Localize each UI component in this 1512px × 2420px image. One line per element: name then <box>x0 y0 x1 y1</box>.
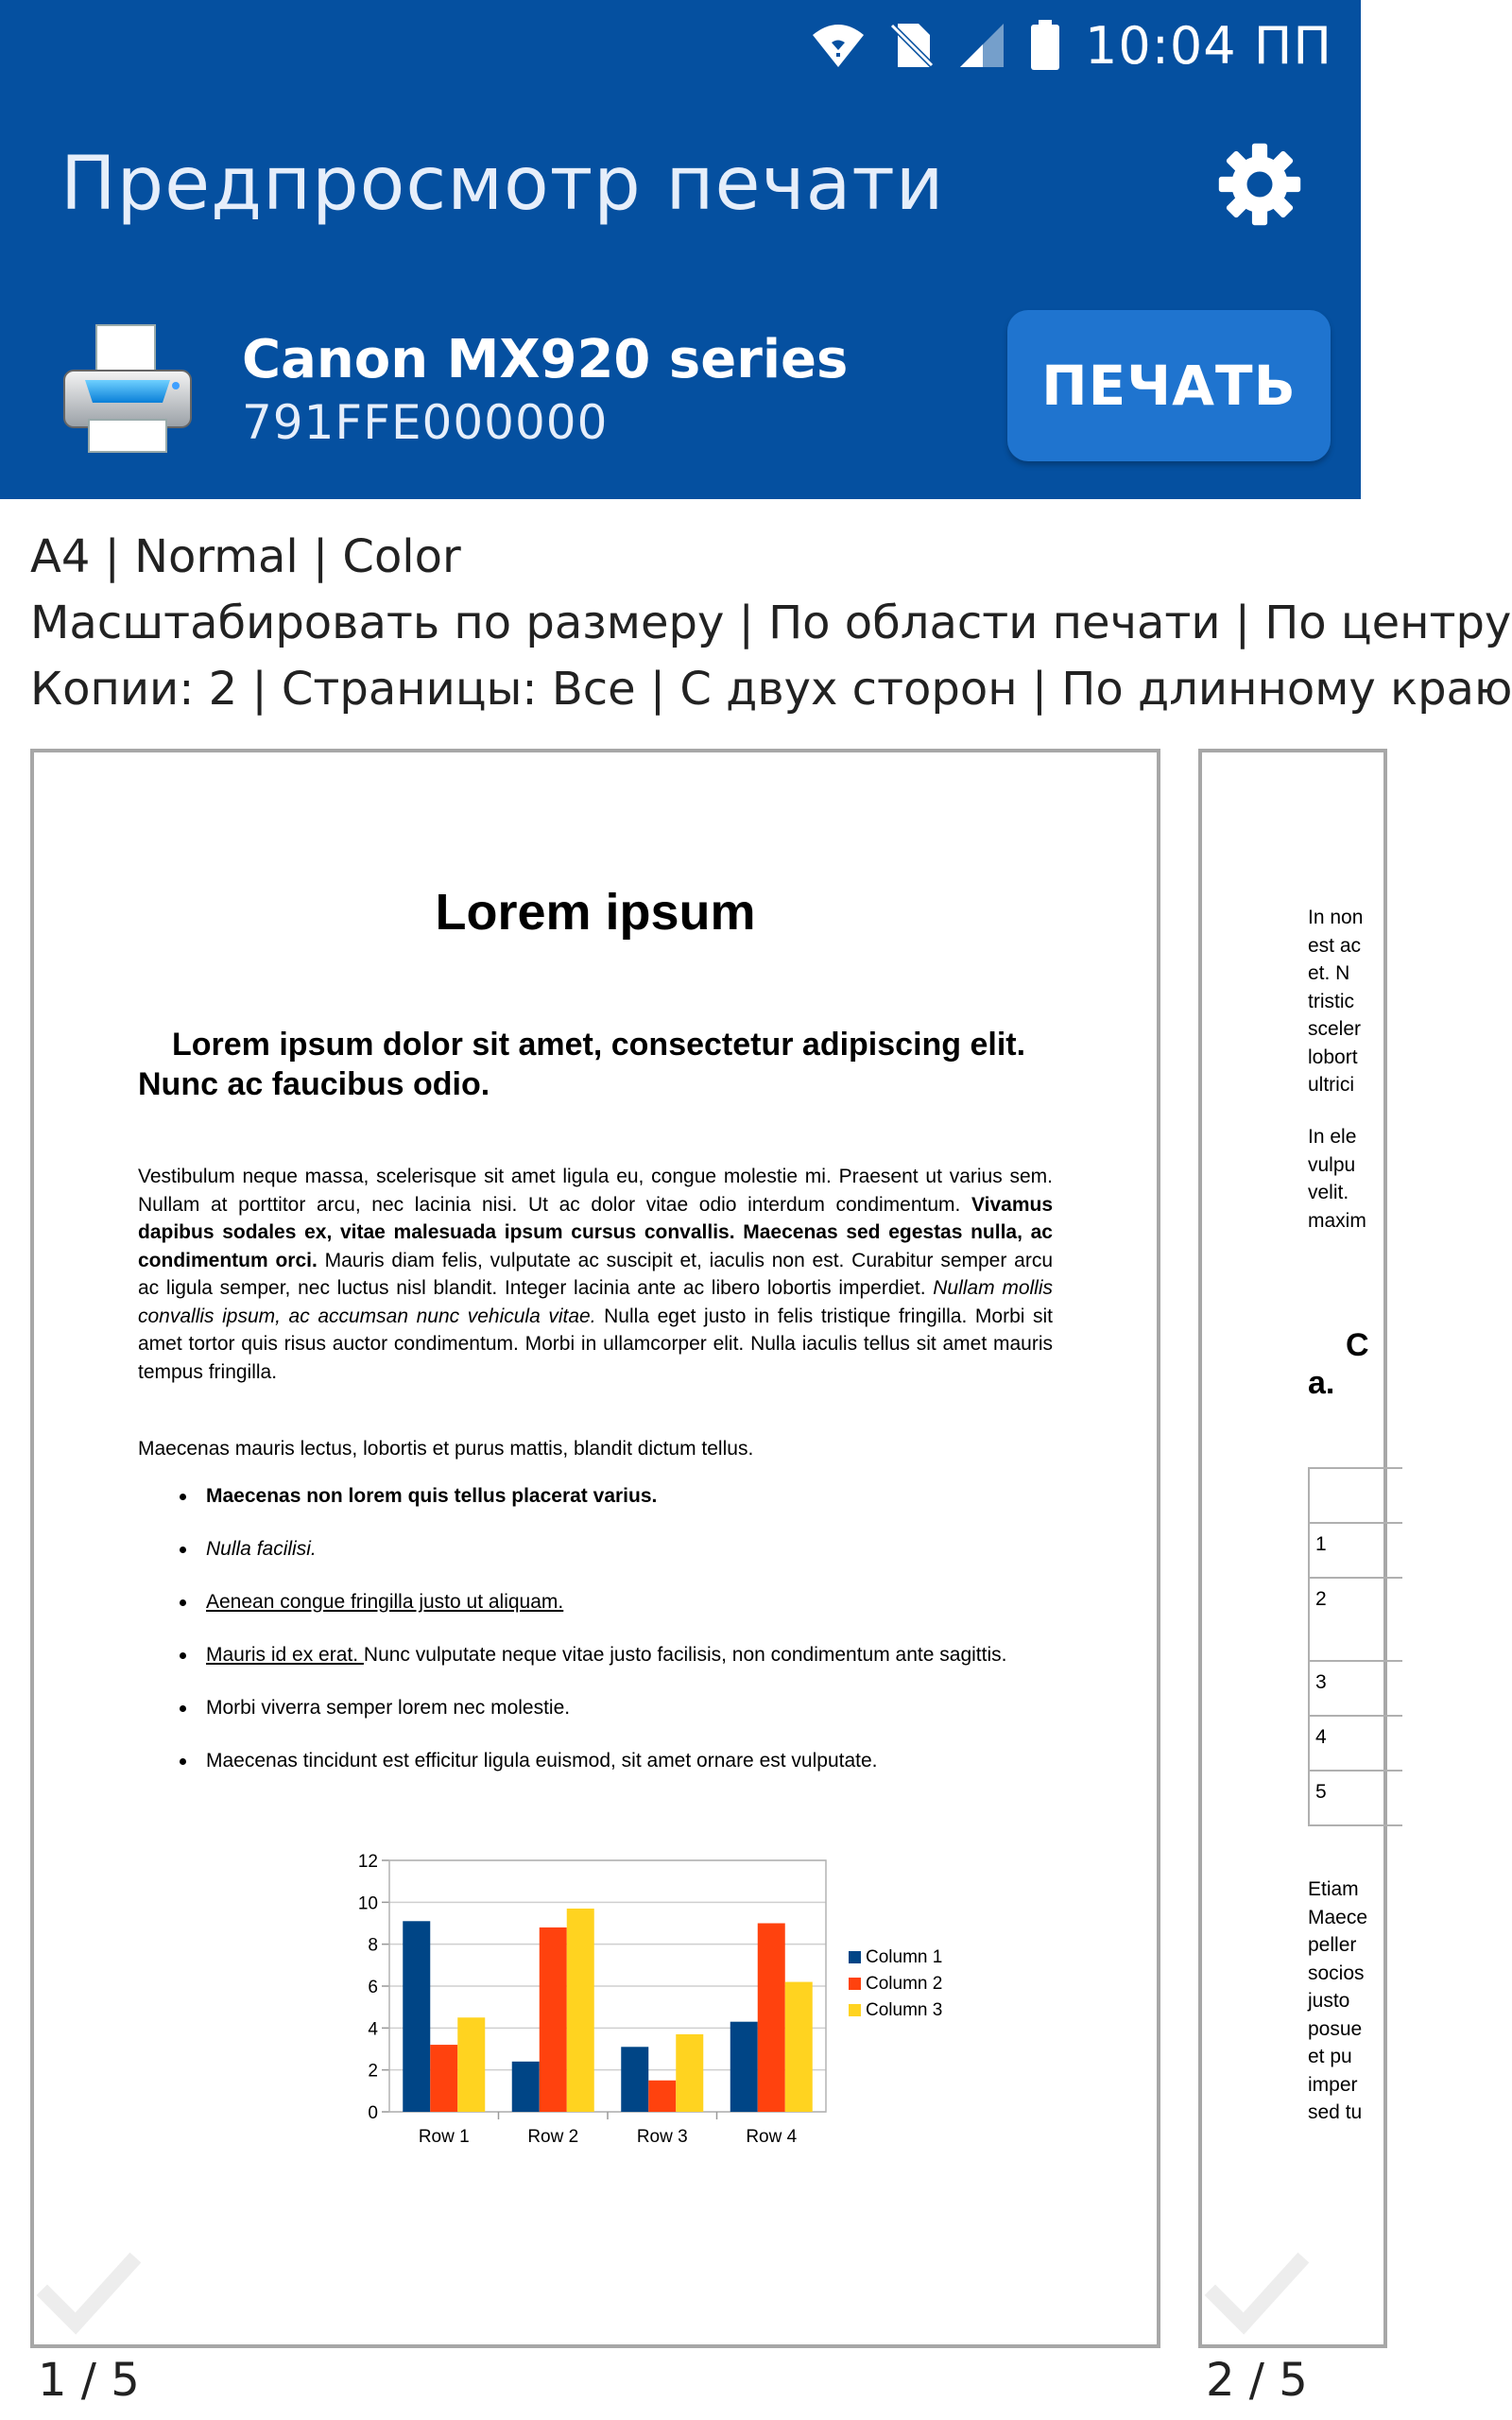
bar <box>621 2047 648 2112</box>
page2-text-line: peller <box>1308 1934 1357 1956</box>
page2-text-line: imper <box>1308 2073 1358 2096</box>
x-tick-label: Row 2 <box>527 2127 579 2147</box>
y-tick-label: 12 <box>357 1852 378 1872</box>
list-item: Maecenas tincidunt est efficitur ligula euismod, sit amet ornare est vulputate. <box>176 1747 1053 1775</box>
bar <box>730 2022 758 2112</box>
page-number-1: 1 / 5 <box>38 2354 140 2407</box>
print-button[interactable]: ПЕЧАТЬ <box>1007 310 1331 461</box>
page2-text-line: sceler <box>1308 1018 1362 1040</box>
list-item: Nulla facilisi. <box>176 1535 1053 1564</box>
x-tick-label: Row 4 <box>746 2127 798 2147</box>
page2-text-line: justo <box>1308 1990 1350 2012</box>
x-tick-label: Row 1 <box>418 2127 470 2147</box>
status-time: 10:04 ПП <box>1085 15 1332 76</box>
page2-text-line: In non <box>1308 907 1364 928</box>
page2-text-line: tristic <box>1308 990 1354 1012</box>
wifi-icon <box>811 22 866 69</box>
bar <box>457 2017 485 2112</box>
y-tick-label: 6 <box>368 1978 378 1997</box>
y-tick-label: 0 <box>368 2103 378 2123</box>
page2-text-line: Maece <box>1308 1906 1368 1928</box>
page2-table <box>1308 1467 1402 1826</box>
table-row: 2 <box>1310 1579 1402 1662</box>
legend-swatch <box>849 1951 861 1963</box>
list-item: Mauris id ex erat. Nunc vulputate neque vitae justo facilisis, non condimentum ante sagittis. <box>176 1641 1053 1669</box>
doc-paragraph-1: Vestibulum neque massa, scelerisque sit amet ligula eu, congue molestie mi. Praesent ut varius sem. Nullam at porttitor arcu, nec lacinia nisi. Ut ac dolor vitae odio interdum condimentum. Vivamus dapibus sodales ex, vitae malesuada ipsum cursus convallis. Maecenas sed egestas nulla, ac condimentum orci. Mauris diam felis, vulputate ac suscipit et, iaculis non est. Curabitur semper arcu ac ligula semper, nec luctus nisl blandit. Integer lacinia ante ac libero lobortis imperdiet. Nullam mollis convallis ipsum, ac accumsan nunc vehicula vitae. Nulla eget justo in felis tristique fringilla. Morbi sit amet tortor quis risus auctor condimentum. Morbi in ullamcorper elit. Nulla iaculis tellus sit amet mauris tempus fringilla. <box>138 1166 1053 1383</box>
page-title: Предпросмотр печати <box>60 142 945 227</box>
legend-label: Column 1 <box>866 1947 943 1967</box>
page-selected-check-icon[interactable] <box>42 2254 136 2333</box>
gear-icon[interactable] <box>1217 142 1302 227</box>
bar-chart <box>299 1849 960 2161</box>
table-row <box>1310 1469 1402 1524</box>
page2-text-line: est ac <box>1308 934 1362 957</box>
signal-icon <box>958 22 1005 69</box>
bar <box>512 2062 540 2112</box>
bar <box>785 1982 813 2112</box>
page2-text-line: vulpu <box>1308 1153 1356 1176</box>
y-tick-label: 4 <box>368 2019 378 2040</box>
bar <box>403 1921 430 2112</box>
list-item: Maecenas non lorem quis tellus placerat varius. <box>176 1482 1053 1511</box>
status-bar <box>0 0 1361 91</box>
page2-text-line: et pu <box>1308 2046 1352 2067</box>
y-tick-label: 10 <box>357 1893 378 1914</box>
battery-icon <box>1030 20 1060 71</box>
list-item: Aenean congue fringilla justo ut aliquam. <box>176 1588 1053 1616</box>
table-row: 4 <box>1310 1717 1402 1772</box>
print-settings-summary[interactable] <box>30 524 1512 722</box>
y-tick-label: 8 <box>368 1935 378 1956</box>
page2-text-line: et. N <box>1308 962 1350 984</box>
page2-text-line: posue <box>1308 2017 1363 2040</box>
app-bar <box>0 0 1361 499</box>
page2-text-line: sed tu <box>1308 2101 1363 2123</box>
page2-text-line: velit. <box>1308 1182 1349 1203</box>
bar <box>676 2034 703 2112</box>
legend-swatch <box>849 2004 861 2016</box>
bar <box>430 2045 457 2112</box>
page-preview-2[interactable] <box>1198 749 1387 2348</box>
doc-bullet-list <box>176 1482 1053 1800</box>
page2-text-line: lobort <box>1308 1046 1358 1068</box>
printer-icon <box>57 318 198 459</box>
list-item: Morbi viverra semper lorem nec molestie. <box>176 1694 1053 1722</box>
page2-text-line: Etiam <box>1308 1878 1359 1900</box>
printer-name: Canon MX920 series <box>242 329 849 390</box>
bar <box>567 1909 594 2112</box>
page2-heading-line2: a. <box>1308 1365 1335 1401</box>
bar <box>540 1927 567 2112</box>
printer-id: 791FFE000000 <box>242 395 609 450</box>
page-selected-check-icon[interactable] <box>1210 2254 1304 2333</box>
y-tick-label: 2 <box>368 2061 378 2082</box>
page2-text-line: ultrici <box>1308 1074 1355 1096</box>
x-tick-label: Row 3 <box>636 2127 688 2147</box>
table-row: 3 <box>1310 1662 1402 1717</box>
legend-label: Column 2 <box>866 1974 943 1994</box>
legend-swatch <box>849 1978 861 1990</box>
bar <box>648 2081 676 2112</box>
table-row: 1 <box>1310 1524 1402 1579</box>
page2-text-line: In ele <box>1308 1126 1357 1148</box>
page2-heading-line1: C <box>1346 1327 1369 1363</box>
table-row: 5 <box>1310 1772 1402 1826</box>
settings-line-paper: A4 | Normal | Color <box>30 530 461 583</box>
page2-text-line: maxim <box>1308 1209 1366 1232</box>
settings-line-copies: Копии: 2 | Страницы: Все | С двух сторон | По длинному краю <box>30 663 1512 716</box>
no-sim-icon <box>890 22 934 69</box>
page-preview-1[interactable] <box>30 749 1160 2348</box>
doc-subtitle: Lorem ipsum dolor sit amet, consectetur adipiscing elit. Nunc ac faucibus odio. <box>138 1027 1026 1102</box>
bar <box>758 1924 785 2113</box>
page2-text-line: socios <box>1308 1962 1365 1984</box>
page-number-2: 2 / 5 <box>1206 2354 1308 2407</box>
doc-title: Lorem ipsum <box>435 884 756 941</box>
settings-line-scaling: Масштабировать по размеру | По области печати | По центру <box>30 596 1512 649</box>
legend-label: Column 3 <box>866 2000 943 2020</box>
doc-paragraph-2: Maecenas mauris lectus, lobortis et purus mattis, blandit dictum tellus. <box>138 1438 754 1460</box>
